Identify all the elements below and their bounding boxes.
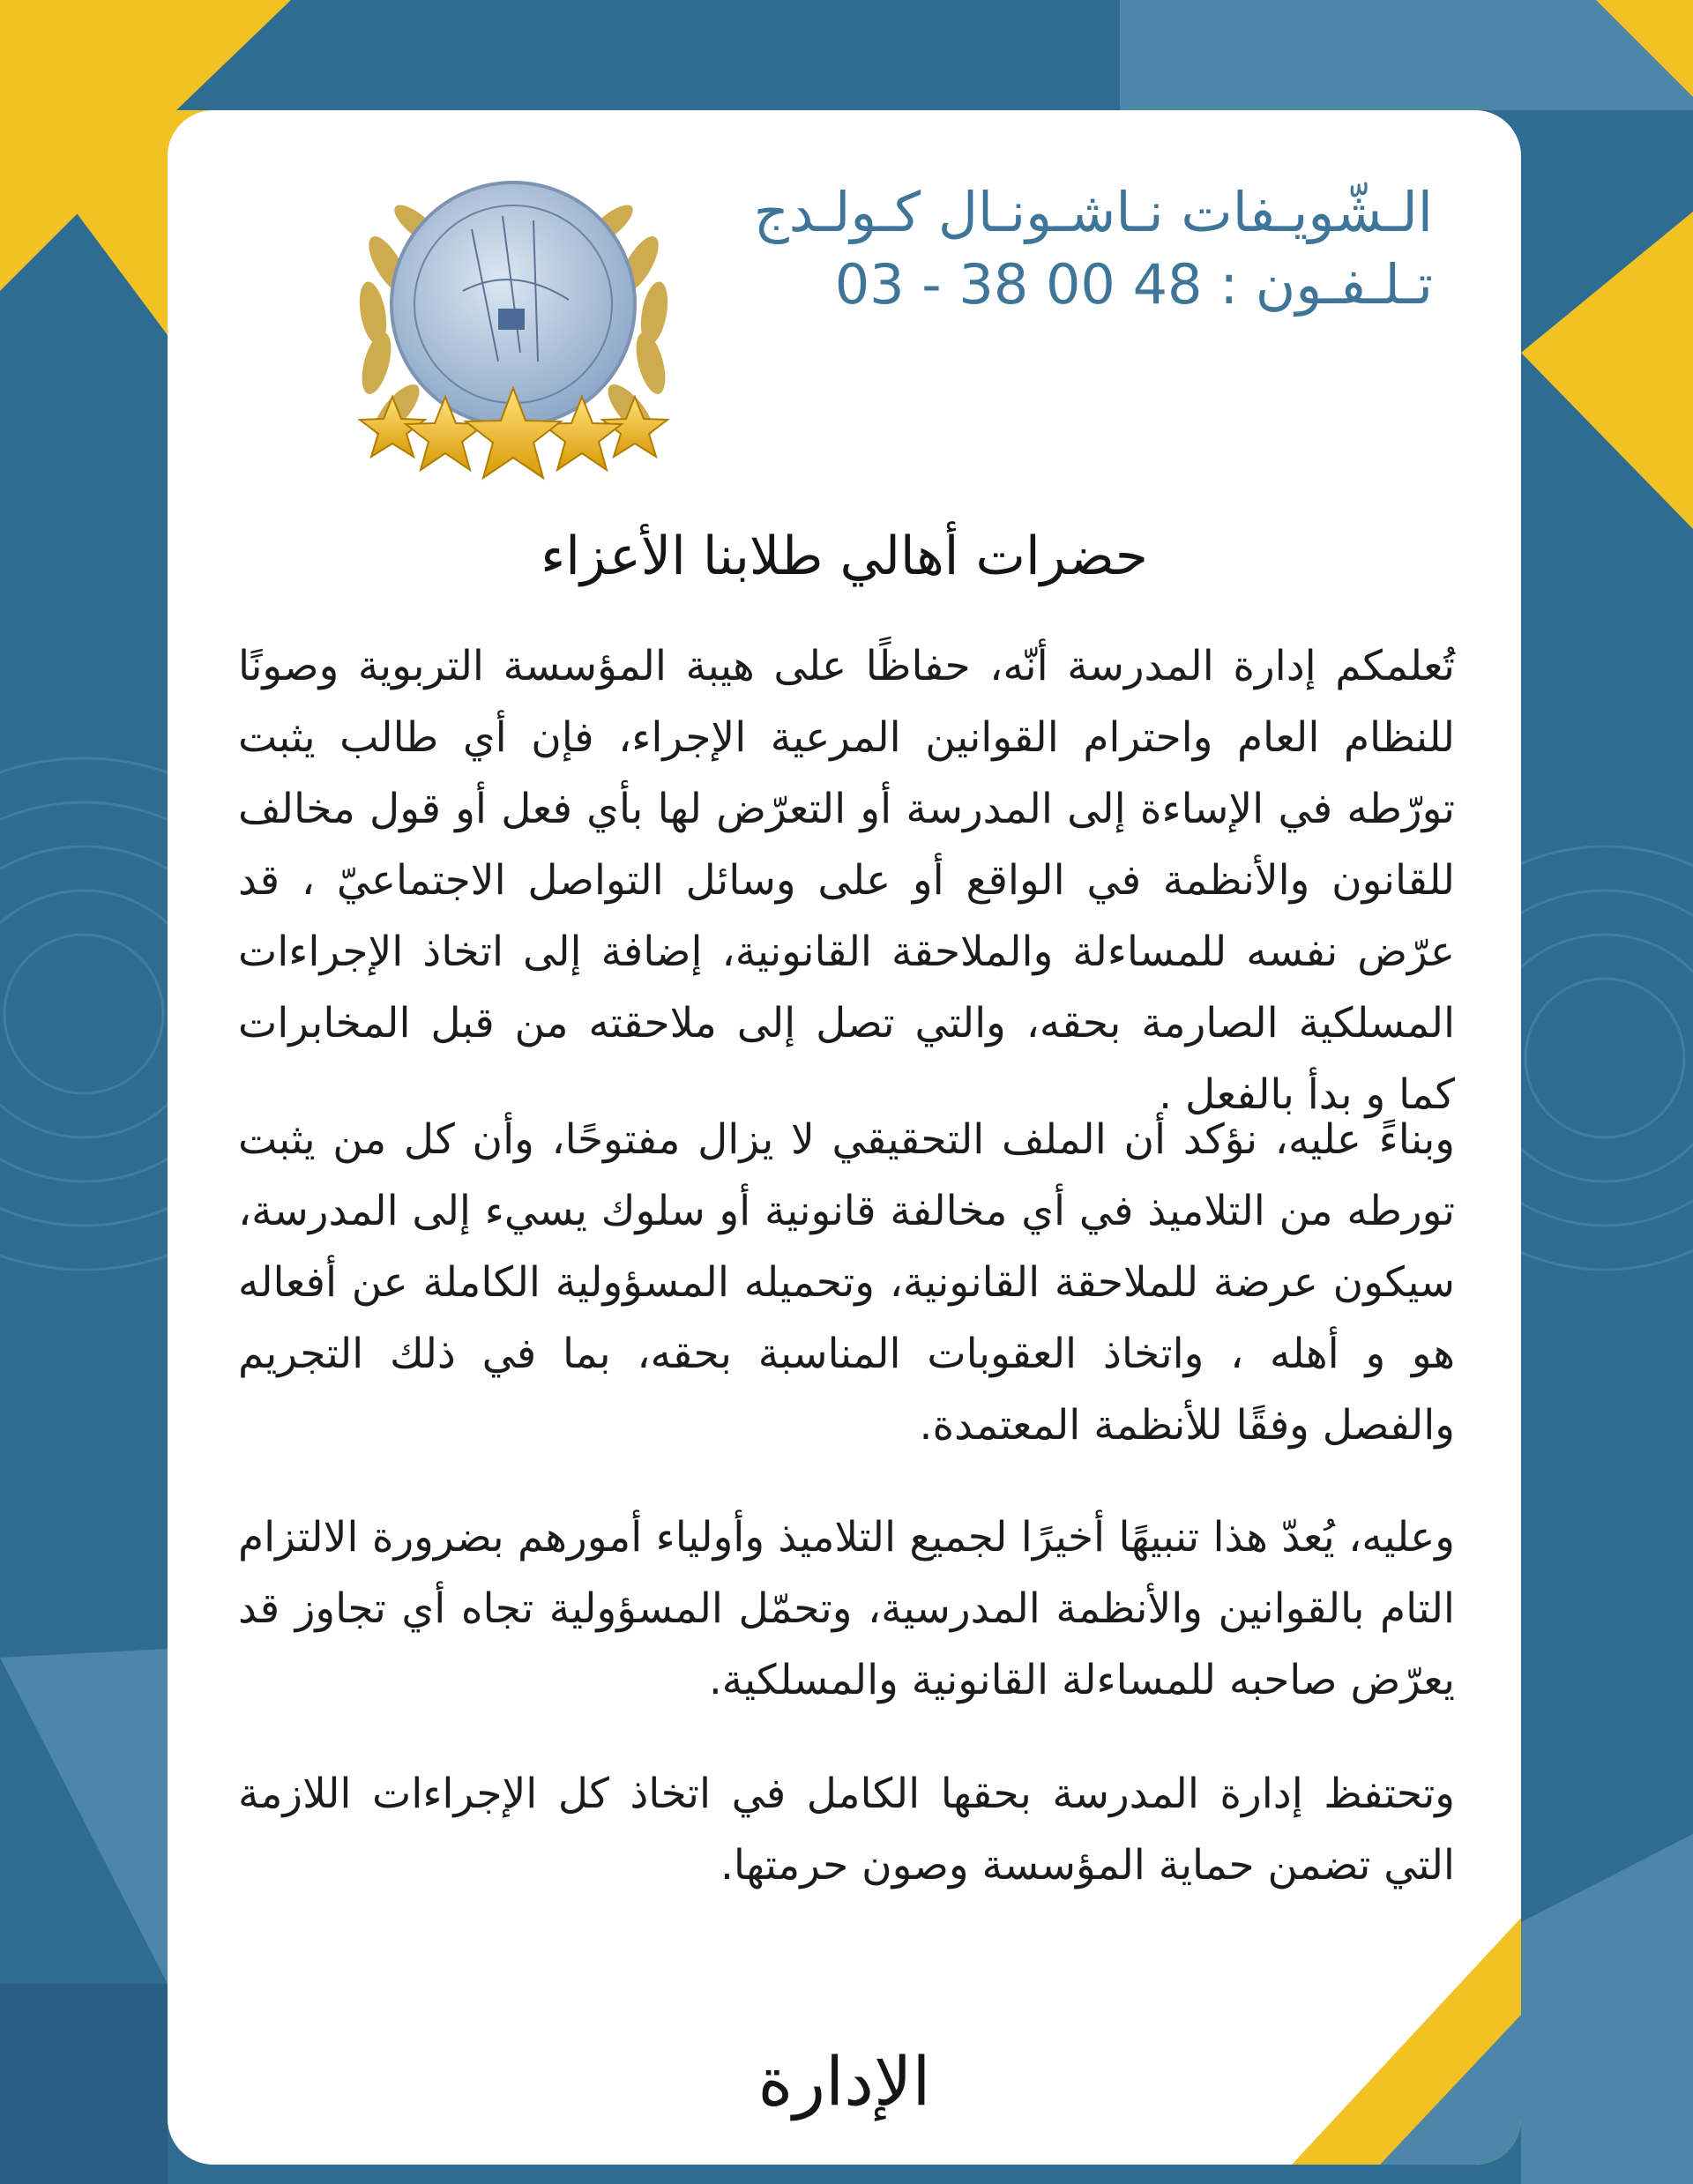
notice-paragraph-3: وعليه، يُعدّ هذا تنبيهًا أخيرًا لجميع التلاميذ وأولياء أمورهم بضرورة الالتزام التام بالقوانين والأنظمة المدرسية، وتحمّل المسؤولية تجاه أي تجاوز قد يعرّض صاحبه للمساءلة القانونية والمسلكية.	[238, 1513, 1455, 1704]
signature: الإدارة	[757, 2042, 931, 2121]
corner-decoration	[1292, 1918, 1521, 2165]
school-name: الـشّويـفات نـاشـونـال كـولـدج	[753, 180, 1433, 244]
school-emblem-icon	[313, 132, 714, 533]
phone-label: تـلـفـون :	[1219, 252, 1433, 317]
phone-line	[639, 253, 1433, 316]
phone-number: 03 - 38 00 48	[834, 252, 1203, 317]
notice-greeting: حضرات أهالي طلابنا الأعزاء	[541, 526, 1148, 587]
notice-paragraph-4: وتحتفظ إدارة المدرسة بحقها الكامل في اتخاذ كل الإجراءات اللازمة التي تضمن حماية المؤسسة وصون حرمتها.	[238, 1770, 1455, 1890]
notice-paragraph-1: تُعلمكم إدارة المدرسة أنّه، حفاظًا على هيبة المؤسسة التربوية وصونًا للنظام العام واحترام القوانين المرعية الإجراء، فإن أي طالب يثبت تورّطه في الإساءة إلى المدرسة أو التعرّض لها بأي فعل أو قول مخالف للقانون والأنظمة في الواقع أو على وسائل التواصل الاجتماعيّ ، قد عرّض نفسه للمساءلة والملاحقة القانونية، إضافة إلى اتخاذ الإجراءات المسلكية الصارمة بحقه، والتي تصل إلى ملاحقته من قبل المخابرات كما و بدأ بالفعل .	[238, 642, 1455, 1119]
notice-paragraph-2: وبناءً عليه، نؤكد أن الملف التحقيقي لا يزال مفتوحًا، وأن كل من يثبت تورطه من التلاميذ في أي مخالفة قانونية أو سلوك يسيء إلى المدرسة، سيكون عرضة للملاحقة القانونية، وتحميله المسؤولية الكاملة عن أفعاله هو و أهله ، واتخاذ العقوبات المناسبة بحقه، بما في ذلك التجريم والفصل وفقًا للأنظمة المعتمدة.	[238, 1115, 1455, 1450]
notice-card	[168, 110, 1521, 2165]
